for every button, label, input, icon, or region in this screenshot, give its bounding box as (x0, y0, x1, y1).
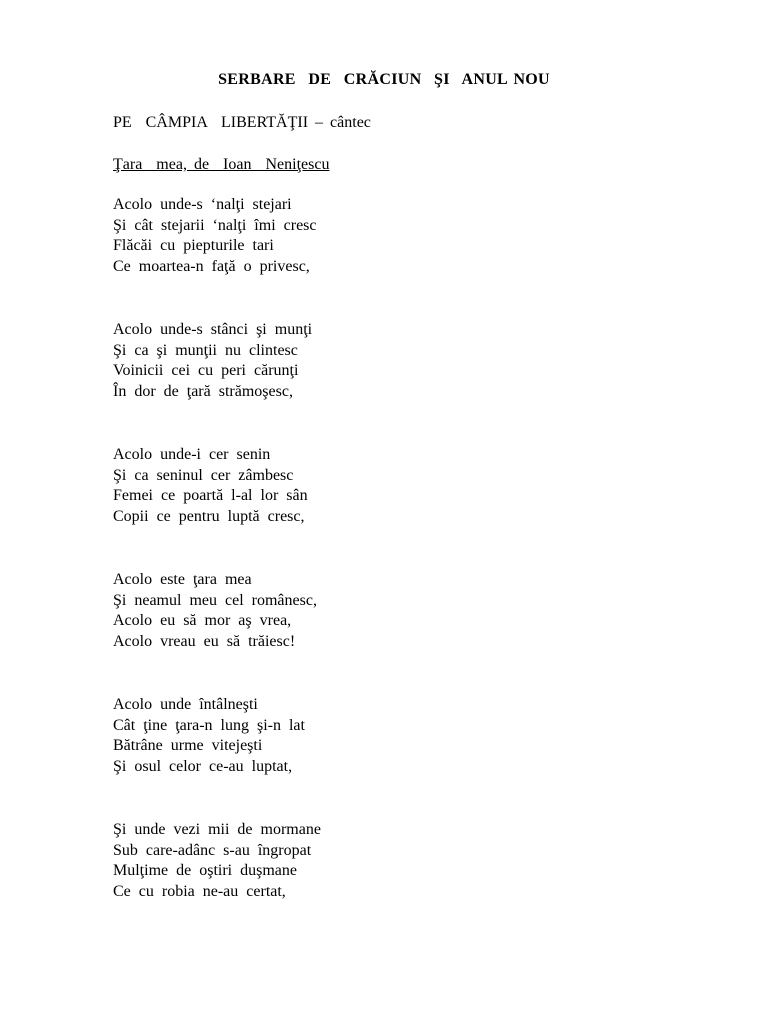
stanza-line: În dor de ţară strămoşesc, (113, 383, 293, 401)
stanza-line: Voinicii cei cu peri cărunţi (113, 362, 299, 380)
song-heading: PE CÂMPIA LIBERTĂŢII – cântec (113, 114, 371, 131)
stanza-line: Şi ca seninul cer zâmbesc (113, 466, 294, 484)
stanza-line: Acolo eu să mor aş vrea, (113, 612, 292, 630)
stanza-2 (113, 320, 713, 403)
page-title: SERBARE DE CRĂCIUN ŞI ANUL NOU (218, 71, 550, 88)
stanza-line: Acolo unde întâlneşti (113, 696, 258, 713)
poem-title: Ţara mea, de Ioan Neniţescu (113, 156, 330, 173)
stanza-4 (113, 570, 713, 653)
stanza-line: Mulţime de oştiri duşmane (113, 862, 297, 880)
stanza-line: Şi cât stejarii ‘nalţi îmi cresc (113, 216, 317, 234)
stanza-line: Acolo este ţara mea (113, 571, 252, 588)
stanza-3 (113, 445, 713, 528)
stanza-line: Ce moartea-n faţă o privesc, (113, 258, 310, 276)
stanza-line: Flăcăi cu piepturile tari (113, 237, 274, 255)
stanza-line: Şi ca şi munţii nu clintesc (113, 341, 298, 359)
stanza-6 (113, 820, 713, 903)
stanza-line: Şi neamul meu cel românesc, (113, 591, 317, 609)
stanza-line: Sub care-adânc s-au îngropat (113, 841, 312, 859)
stanza-line: Şi unde vezi mii de mormane (113, 821, 321, 838)
stanza-line: Acolo unde-s ‘nalţi stejari (113, 196, 292, 213)
stanza-line: Şi osul celor ce-au luptat, (113, 758, 293, 776)
stanza-line: Bătrâne urme vitejeşti (113, 737, 263, 755)
stanza-5 (113, 695, 713, 778)
stanza-line: Acolo vreau eu să trăiesc! (113, 633, 296, 651)
stanza-1 (113, 195, 713, 278)
stanza-line: Acolo unde-s stânci şi munţi (113, 321, 313, 338)
stanza-line: Acolo unde-i cer senin (113, 446, 271, 463)
stanza-line: Femei ce poartă l-al lor sân (113, 487, 308, 505)
stanza-line: Ce cu robia ne-au certat, (113, 883, 286, 901)
stanza-line: Copii ce pentru luptă cresc, (113, 508, 305, 526)
stanza-line: Cât ţine ţara-n lung şi-n lat (113, 716, 305, 734)
